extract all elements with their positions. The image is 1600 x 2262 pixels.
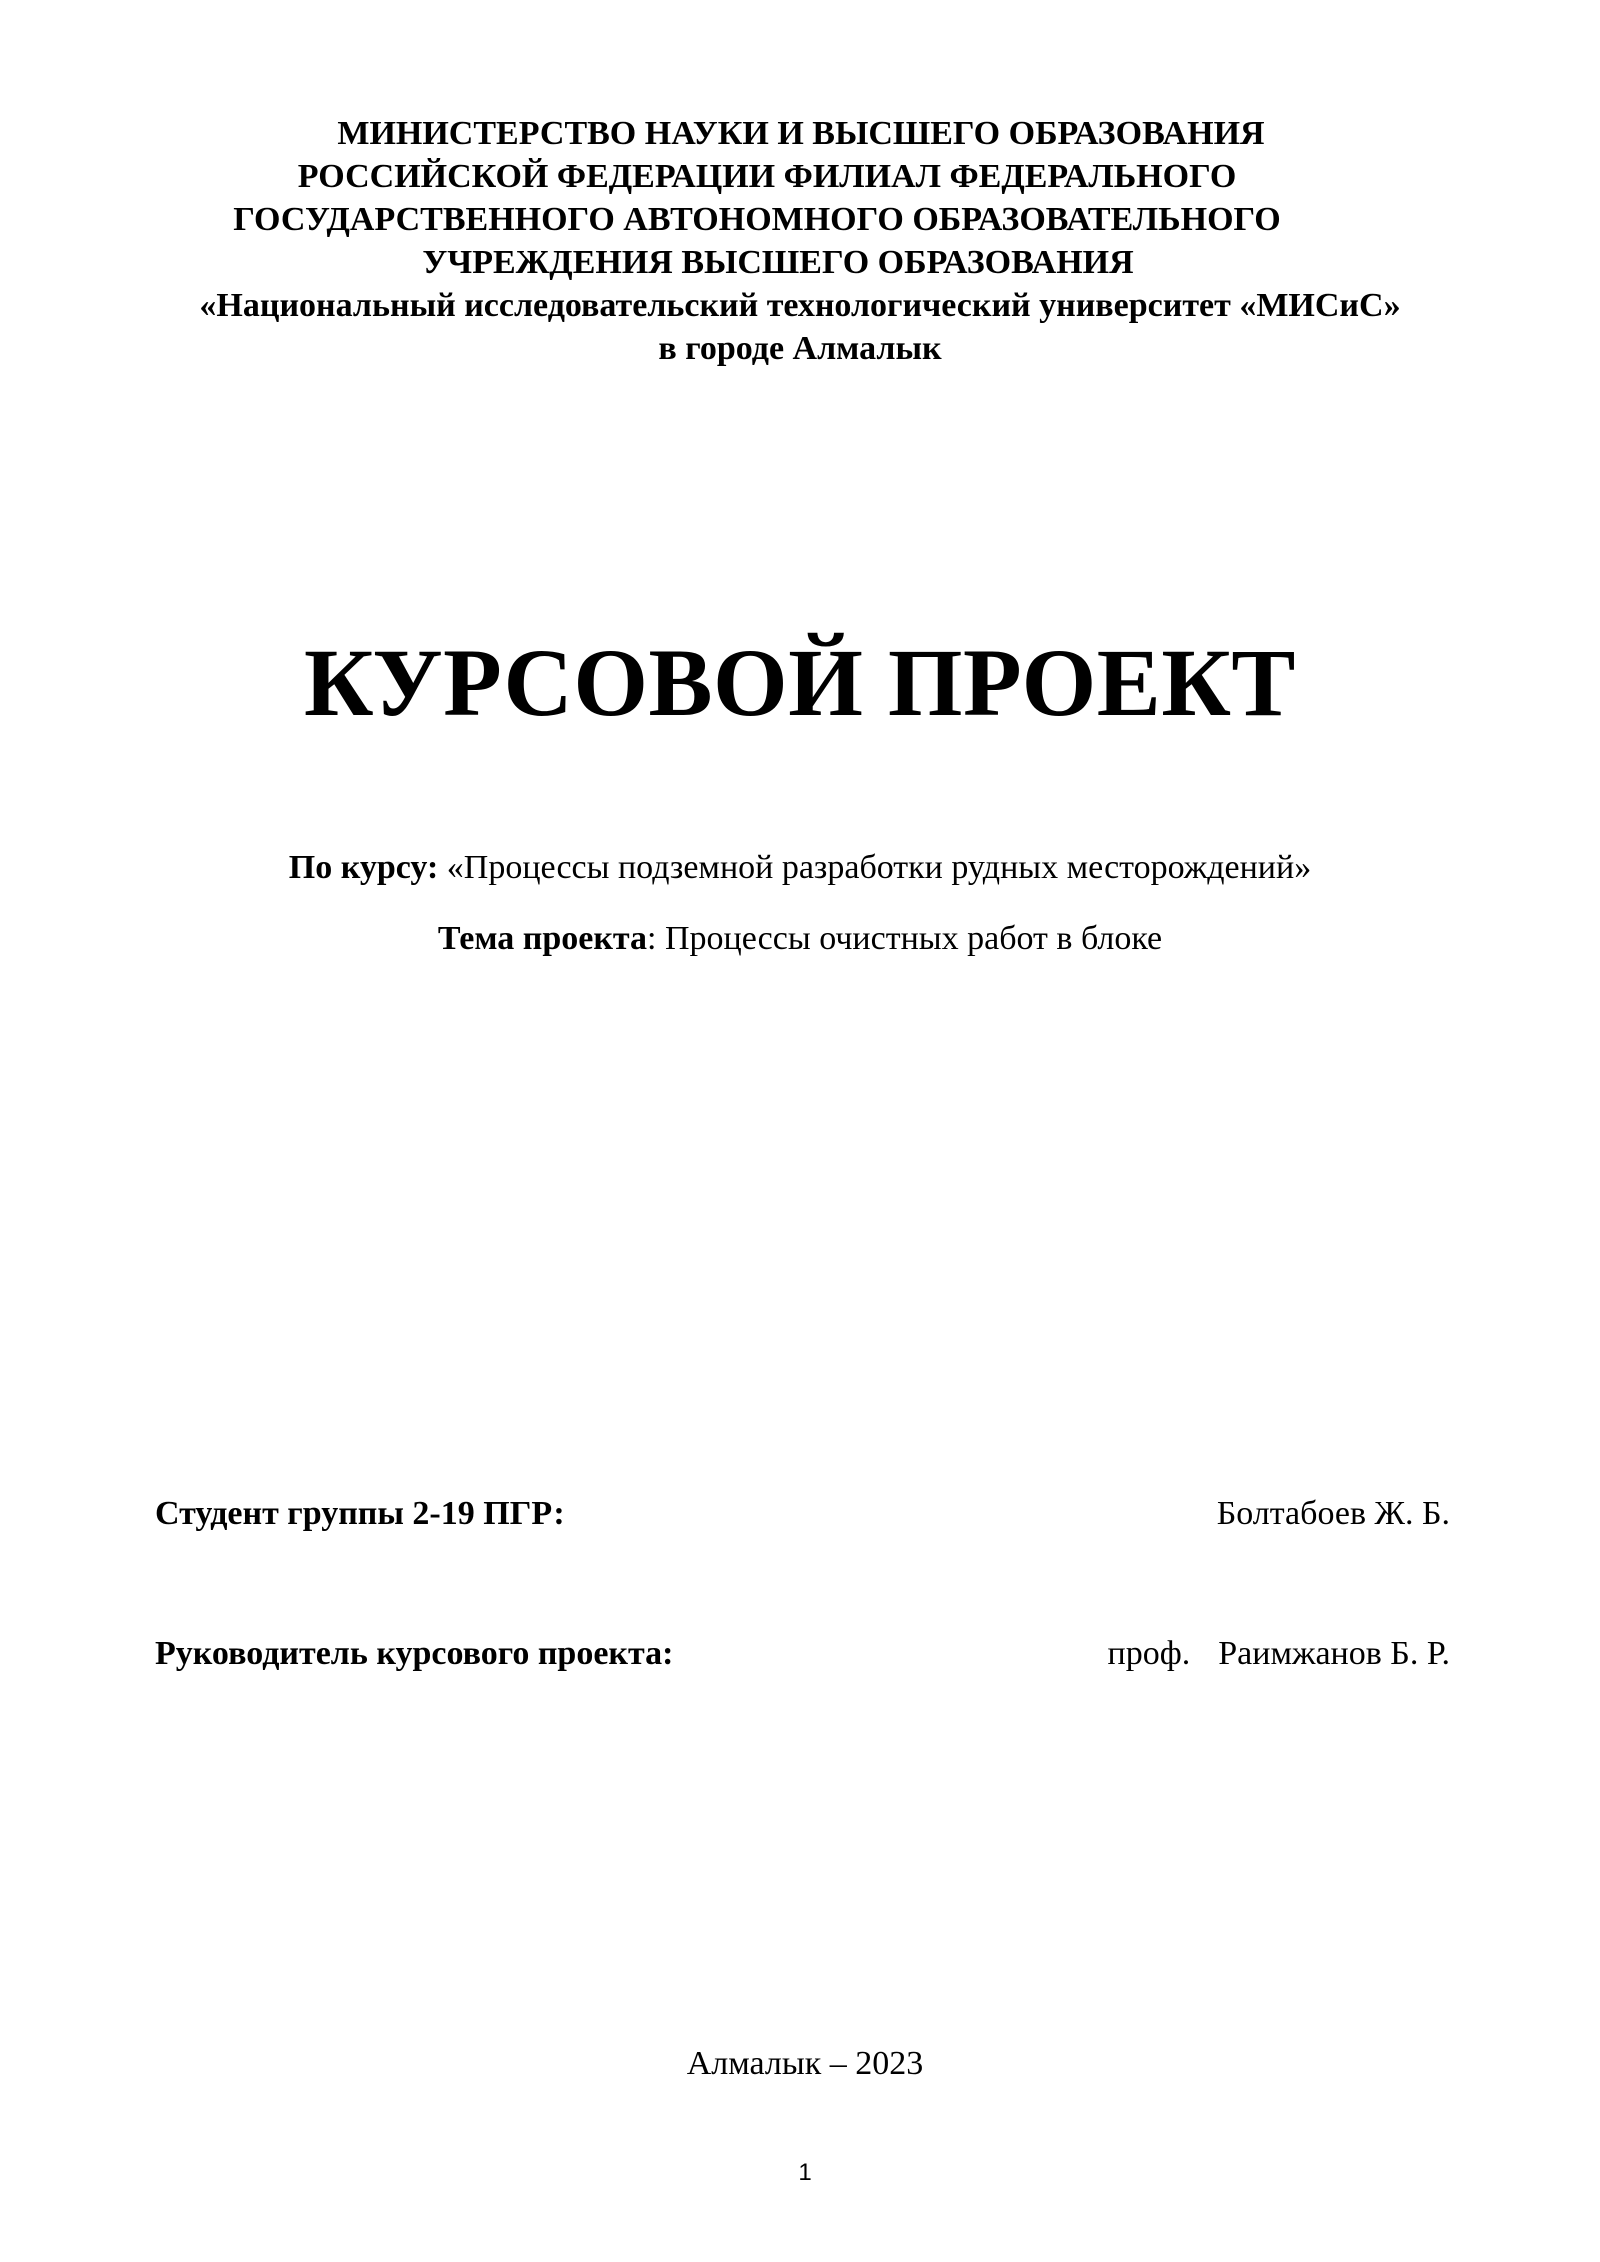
- course-line: [0, 848, 1600, 888]
- header-line-university: «Национальный исследовательский технологический университет «МИСиС»: [199, 287, 1401, 324]
- course-value: «Процессы подземной разработки рудных месторождений»: [446, 849, 1312, 886]
- city-year: Алмалык – 2023: [686, 2045, 924, 2082]
- supervisor-title: проф.: [1107, 1635, 1191, 1672]
- student-label: Студент группы 2-19 ПГР:: [155, 1495, 565, 1532]
- document-title: КУРСОВОЙ ПРОЕКТ: [304, 629, 1296, 736]
- institution-header: [0, 112, 1600, 370]
- supervisor-name: Раимжанов Б. Р.: [1218, 1635, 1450, 1672]
- page-number: 1: [798, 2159, 812, 2186]
- student-name: Болтабоев Ж. Б.: [1216, 1495, 1450, 1532]
- header-line-institution: УЧРЕЖДЕНИЯ ВЫСШЕГО ОБРАЗОВАНИЯ: [422, 244, 1134, 281]
- topic-label: Тема проекта: [437, 920, 648, 957]
- header-line-federation: РОССИЙСКОЙ ФЕДЕРАЦИИ ФИЛИАЛ ФЕДЕРАЛЬНОГО: [297, 158, 1237, 195]
- topic-line: [0, 919, 1600, 959]
- course-label: По курсу:: [288, 849, 439, 886]
- supervisor-signature: [1108, 1634, 1450, 1674]
- supervisor-label: Руководитель курсового проекта:: [155, 1635, 674, 1672]
- topic-value: : Процессы очистных работ в блоке: [647, 920, 1163, 957]
- header-line-state-autonomous: ГОСУДАРСТВЕННОГО АВТОНОМНОГО ОБРАЗОВАТЕЛЬНОГО: [233, 201, 1281, 238]
- header-line-ministry: МИНИСТЕРСТВО НАУКИ И ВЫСШЕГО ОБРАЗОВАНИЯ: [337, 115, 1265, 152]
- header-line-city: в городе Алмалык: [658, 330, 942, 367]
